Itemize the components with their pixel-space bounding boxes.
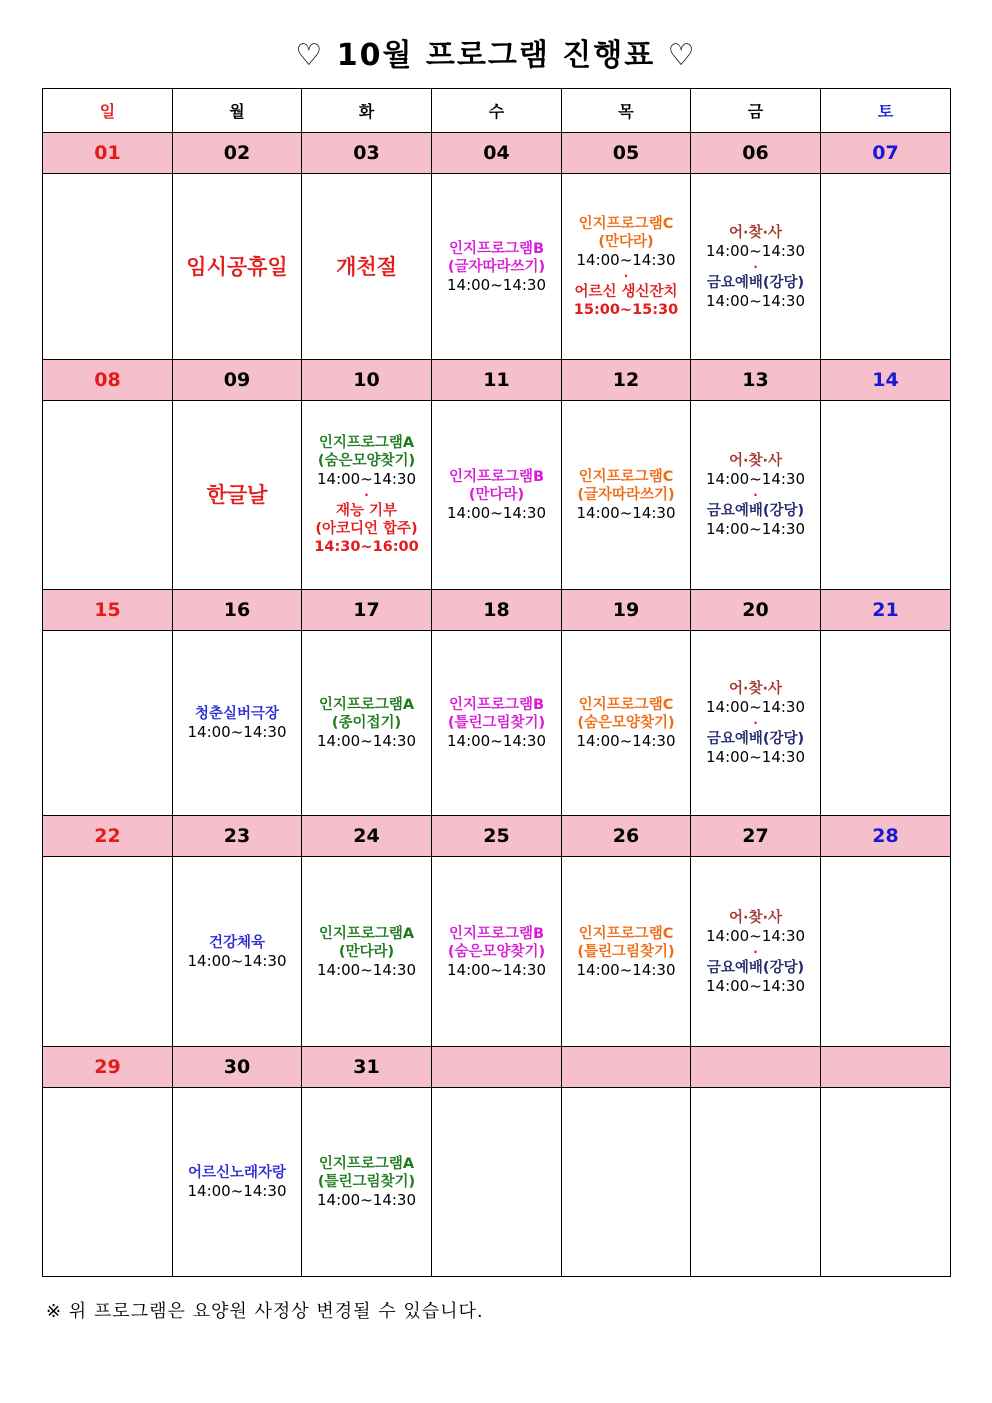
- event-list: [432, 468, 561, 522]
- event-label: 인지프로그램A: [318, 697, 415, 713]
- event-time: 14:00~14:30: [187, 951, 287, 970]
- date-cell-wed: 04: [432, 133, 562, 174]
- event-label: 어르신노래자랑: [187, 1165, 287, 1181]
- event-time: 14:00~14:30: [705, 291, 806, 310]
- event-separator: ·: [364, 488, 369, 502]
- event-list: [691, 224, 820, 310]
- event-label: 인지프로그램B: [448, 697, 545, 713]
- event-cell-fri: [691, 857, 821, 1047]
- weekday-sun: 일: [43, 89, 173, 133]
- event-label: 인지프로그램A: [318, 1156, 415, 1172]
- event-label: 어·찾·사: [728, 909, 783, 926]
- event-list: [302, 696, 431, 750]
- event-cell-tue: [302, 401, 432, 590]
- event-cell-thu: [562, 857, 691, 1047]
- date-cell-wed: 25: [432, 816, 562, 857]
- event-list: [302, 434, 431, 556]
- date-cell-fri: 06: [691, 133, 821, 174]
- event-list: [691, 909, 820, 995]
- event-label: 금요예배(강당): [706, 731, 805, 747]
- date-cell-sat: 21: [821, 590, 951, 631]
- weekday-tue: 화: [302, 89, 432, 133]
- date-cell-thu: 12: [562, 360, 691, 401]
- date-cell-sun: 29: [43, 1047, 173, 1088]
- event-cell-wed: [432, 1088, 562, 1277]
- event-time: 14:00~14:30: [187, 1182, 287, 1200]
- date-cell-sun: 08: [43, 360, 173, 401]
- date-cell-tue: 03: [302, 133, 432, 174]
- event-list: [432, 925, 561, 979]
- date-cell-fri: [691, 1047, 821, 1088]
- event-label: 금요예배(강당): [706, 274, 805, 291]
- event-row: [43, 174, 951, 360]
- event-cell-tue: [302, 857, 432, 1047]
- event-label: 건강체육: [208, 934, 266, 951]
- event-cell-mon: [173, 174, 302, 360]
- event-label: 청춘실버극장: [194, 706, 280, 722]
- event-row: [43, 401, 951, 590]
- event-time: 14:00~14:30: [705, 976, 806, 995]
- date-cell-fri: 27: [691, 816, 821, 857]
- event-list: [562, 696, 690, 750]
- date-cell-mon: 09: [173, 360, 302, 401]
- calendar-body: [43, 133, 951, 1277]
- event-list: [173, 482, 301, 508]
- event-cell-wed: [432, 857, 562, 1047]
- event-label: 한글날: [206, 483, 268, 507]
- event-time: 14:00~14:30: [576, 504, 676, 522]
- event-cell-fri: [691, 401, 821, 590]
- event-time: 14:00~14:30: [705, 698, 806, 716]
- event-cell-sat: [821, 401, 951, 590]
- event-time: 14:00~14:30: [705, 470, 806, 488]
- weekday-wed: 수: [432, 89, 562, 133]
- event-cell-sat: [821, 1088, 951, 1277]
- event-cell-wed: [432, 401, 562, 590]
- date-row: [43, 360, 951, 401]
- event-label: 임시공휴일: [186, 254, 288, 279]
- event-label: 15:00~15:30: [573, 301, 679, 318]
- weekday-thu: 목: [562, 89, 691, 133]
- event-list: [432, 240, 561, 294]
- date-row: [43, 816, 951, 857]
- date-cell-sun: 22: [43, 816, 173, 857]
- event-label: (만다라): [598, 233, 654, 250]
- event-label: 어·찾·사: [728, 681, 783, 697]
- event-label: (틀린그림찾기): [447, 715, 546, 731]
- event-label: (숨은모양찾기): [577, 715, 675, 731]
- event-label: 인지프로그램B: [448, 925, 545, 942]
- date-cell-wed: 18: [432, 590, 562, 631]
- event-separator: ·: [753, 488, 758, 502]
- event-time: 14:00~14:30: [316, 960, 417, 979]
- event-label: 인지프로그램C: [578, 469, 674, 485]
- event-cell-sun: [43, 857, 173, 1047]
- weekday-header-row: [43, 89, 951, 133]
- date-cell-tue: 31: [302, 1047, 432, 1088]
- event-cell-fri: [691, 174, 821, 360]
- event-list: [691, 452, 820, 538]
- date-cell-wed: [432, 1047, 562, 1088]
- date-row: [43, 590, 951, 631]
- event-list: [173, 1164, 301, 1200]
- date-cell-mon: 23: [173, 816, 302, 857]
- event-list: [302, 1155, 431, 1209]
- event-cell-sun: [43, 1088, 173, 1277]
- date-row: [43, 133, 951, 174]
- event-time: 14:00~14:30: [316, 470, 417, 488]
- event-label: (아코디언 합주): [315, 521, 418, 537]
- event-label: (틀린그림찾기): [317, 1174, 416, 1190]
- event-time: 14:00~14:30: [705, 926, 806, 945]
- event-label: (숨은모양찾기): [317, 453, 416, 469]
- event-time: 14:00~14:30: [316, 732, 417, 750]
- event-label: 어·찾·사: [728, 224, 783, 241]
- event-label: 어르신 생신잔치: [574, 283, 678, 300]
- event-cell-mon: [173, 857, 302, 1047]
- event-cell-tue: [302, 1088, 432, 1277]
- date-cell-tue: 24: [302, 816, 432, 857]
- date-row: [43, 1047, 951, 1088]
- weekday-mon: 월: [173, 89, 302, 133]
- event-cell-sun: [43, 631, 173, 816]
- event-time: 14:00~14:30: [446, 504, 547, 522]
- footnote: ※ 위 프로그램은 요양원 사정상 변경될 수 있습니다.: [46, 1301, 484, 1322]
- event-cell-tue: [302, 174, 432, 360]
- event-label: (틀린그림찾기): [577, 943, 675, 960]
- event-time: 14:00~14:30: [576, 732, 676, 750]
- event-label: 인지프로그램B: [448, 240, 545, 257]
- event-time: 14:00~14:30: [316, 1191, 417, 1209]
- event-cell-mon: [173, 401, 302, 590]
- date-cell-thu: [562, 1047, 691, 1088]
- event-list: [432, 696, 561, 750]
- event-cell-thu: [562, 174, 691, 360]
- event-label: 금요예배(강당): [706, 959, 805, 976]
- date-cell-thu: 19: [562, 590, 691, 631]
- date-cell-tue: 17: [302, 590, 432, 631]
- event-time: 14:00~14:30: [446, 275, 547, 294]
- date-cell-mon: 16: [173, 590, 302, 631]
- weekday-fri: 금: [691, 89, 821, 133]
- date-cell-sat: 14: [821, 360, 951, 401]
- event-cell-tue: [302, 631, 432, 816]
- date-cell-sun: 01: [43, 133, 173, 174]
- event-label: 금요예배(강당): [706, 503, 805, 519]
- date-cell-wed: 11: [432, 360, 562, 401]
- event-time: 14:00~14:30: [705, 748, 806, 766]
- event-time: 14:00~14:30: [446, 960, 547, 979]
- event-label: 개천절: [336, 254, 397, 279]
- event-cell-mon: [173, 1088, 302, 1277]
- event-cell-wed: [432, 174, 562, 360]
- weekday-sat: 토: [821, 89, 951, 133]
- page-title: ♡ 10월 프로그램 진행표 ♡: [295, 38, 697, 73]
- event-time: 14:00~14:30: [187, 723, 287, 741]
- event-cell-thu: [562, 1088, 691, 1277]
- event-label: 인지프로그램A: [318, 925, 415, 942]
- event-label: 인지프로그램A: [318, 435, 415, 451]
- event-label: 재능 기부: [335, 503, 398, 519]
- event-cell-thu: [562, 631, 691, 816]
- event-time: 14:00~14:30: [576, 960, 676, 979]
- date-cell-mon: 30: [173, 1047, 302, 1088]
- event-label: 14:30~16:00: [314, 539, 419, 555]
- event-list: [173, 705, 301, 741]
- event-separator: ·: [753, 716, 758, 730]
- event-label: (만다라): [338, 943, 395, 960]
- event-cell-thu: [562, 401, 691, 590]
- date-cell-fri: 20: [691, 590, 821, 631]
- event-cell-wed: [432, 631, 562, 816]
- date-cell-sat: 28: [821, 816, 951, 857]
- event-cell-sat: [821, 174, 951, 360]
- event-list: [173, 934, 301, 970]
- event-list: [562, 468, 690, 522]
- event-cell-sun: [43, 401, 173, 590]
- event-cell-sat: [821, 631, 951, 816]
- event-label: (숨은모양찾기): [447, 943, 546, 960]
- event-cell-fri: [691, 1088, 821, 1277]
- event-label: 인지프로그램C: [578, 697, 674, 713]
- event-cell-fri: [691, 631, 821, 816]
- event-label: 인지프로그램C: [578, 925, 674, 942]
- event-label: 어·찾·사: [728, 453, 783, 469]
- date-cell-thu: 05: [562, 133, 691, 174]
- date-cell-sat: 07: [821, 133, 951, 174]
- event-list: [173, 254, 301, 280]
- event-cell-sun: [43, 174, 173, 360]
- event-list: [562, 215, 690, 319]
- date-cell-mon: 02: [173, 133, 302, 174]
- date-cell-sat: [821, 1047, 951, 1088]
- event-row: [43, 1088, 951, 1277]
- event-list: [562, 925, 690, 979]
- date-cell-tue: 10: [302, 360, 432, 401]
- event-list: [302, 254, 431, 280]
- event-time: 14:00~14:30: [705, 520, 806, 538]
- event-time: 14:00~14:30: [446, 732, 547, 750]
- event-time: 14:00~14:30: [705, 241, 806, 260]
- event-label: (종이접기): [331, 715, 402, 731]
- event-separator: ·: [753, 259, 758, 274]
- event-separator: ·: [753, 944, 758, 959]
- event-row: [43, 857, 951, 1047]
- date-cell-fri: 13: [691, 360, 821, 401]
- event-label: (만다라): [468, 487, 525, 503]
- event-label: (글자따라쓰기): [447, 258, 546, 275]
- event-list: [302, 925, 431, 979]
- event-cell-sat: [821, 857, 951, 1047]
- event-label: 인지프로그램C: [578, 215, 674, 232]
- event-label: (글자따라쓰기): [577, 487, 675, 503]
- event-time: 14:00~14:30: [576, 250, 676, 269]
- program-calendar: [42, 88, 951, 1277]
- event-label: 인지프로그램B: [448, 469, 545, 485]
- date-cell-thu: 26: [562, 816, 691, 857]
- event-separator: ·: [623, 268, 629, 283]
- date-cell-sun: 15: [43, 590, 173, 631]
- event-row: [43, 631, 951, 816]
- event-cell-mon: [173, 631, 302, 816]
- event-list: [691, 680, 820, 766]
